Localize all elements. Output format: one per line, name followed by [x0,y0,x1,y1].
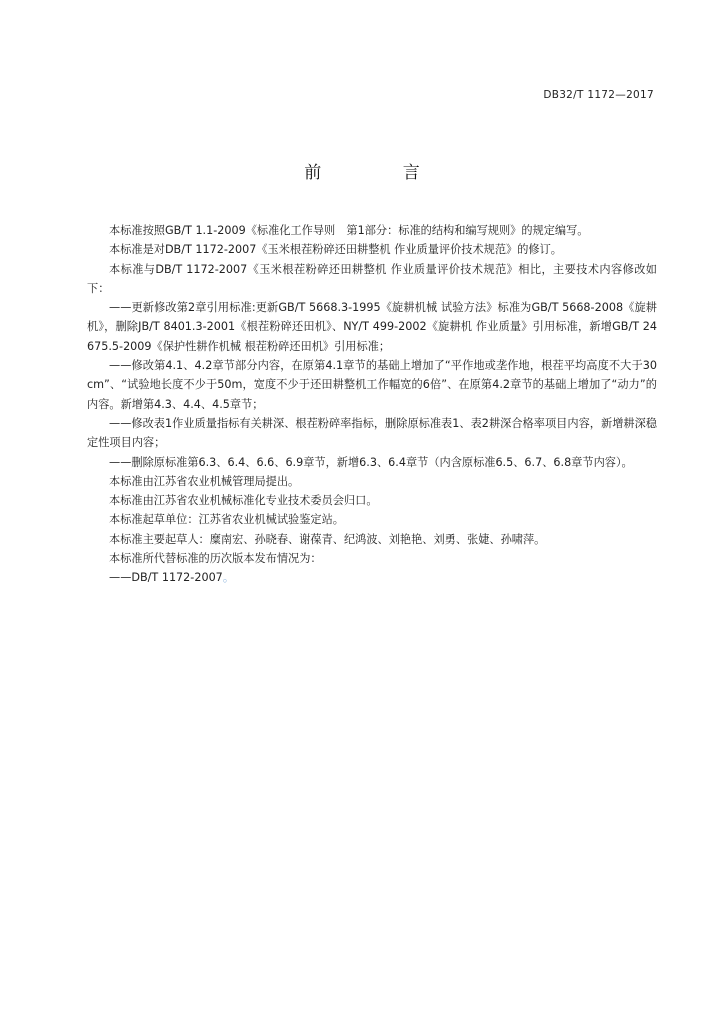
paragraph-change-chapter-4: ——修改第4.1、4.2章节部分内容，在原第4.1章节的基础上增加了“平作地或垄作地，根茬平均高度不大于30cm”、“试验地长度不少于50m，宽度不少于还田耕整机工作幅宽的6倍”、在原第4.2章节的基础上增加了“动力”的内容。新增第4.3、4.4、4.5章节； [87,359,657,411]
paragraph-drafters: 本标准主要起草人：糜南宏、孙晓春、谢葆青、纪鸿波、刘艳艳、刘勇、张婕、孙啸萍。 [109,532,546,546]
standard-code: DB32/T 1172—2017 [543,89,654,101]
history-item-text: ——DB/T 1172-2007 [109,571,223,585]
paragraph-drafting-rules: 本标准按照GB/T 1.1-2009《标准化工作导则 第1部分：标准的结构和编写规则》的规定编写。 [109,224,589,237]
paragraph-change-chapter-2: ——更新修改第2章引用标准:更新GB/T 5668.3-1995《旋耕机械 试验方法》标准为GB/T 5668-2008《旋耕机》，删除JB/T 8401.3-2001《根茬粉碎还田机》、NY/T 499-2002《旋耕机 作业质量》引用标准，新增GB/T 24675.5-2009《保护性耕作机械 根茬粉碎还田机》引用标准； [87,301,657,353]
paragraph-changes-intro: 本标准与DB/T 1172-2007《玉米根茬粉碎还田耕整机 作业质量评价技术规范》相比，主要技术内容修改如下： [87,262,657,295]
paragraph-under-jurisdiction: 本标准由江苏省农业机械标准化专业技术委员会归口。 [109,494,378,508]
trailing-mark: 。 [222,571,235,585]
paragraph-history-intro: 本标准所代替标准的历次版本发布情况为： [109,552,322,566]
paragraph-revision-of: 本标准是对DB/T 1172-2007《玉米根茬粉碎还田耕整机 作业质量评价技术规范》的修订。 [109,243,562,257]
paragraph-proposed-by: 本标准由江苏省农业机械管理局提出。 [109,474,300,488]
page-title: 前 言 [304,163,458,183]
paragraph-history-item [87,568,657,587]
paragraph-change-table-1: ——修改表1作业质量指标有关耕深、根茬粉碎率指标，删除原标准表1、表2耕深合格率项目内容，新增耕深稳定性项目内容； [87,416,657,450]
paragraph-drafting-unit: 本标准起草单位：江苏省农业机械试验鉴定站。 [109,513,344,527]
document-body [87,221,657,588]
paragraph-change-chapter-6: ——删除原标准第6.3、6.4、6.6、6.9章节，新增6.3、6.4章节（内含原标准6.5、6.7、6.8章节内容）。 [109,455,633,469]
